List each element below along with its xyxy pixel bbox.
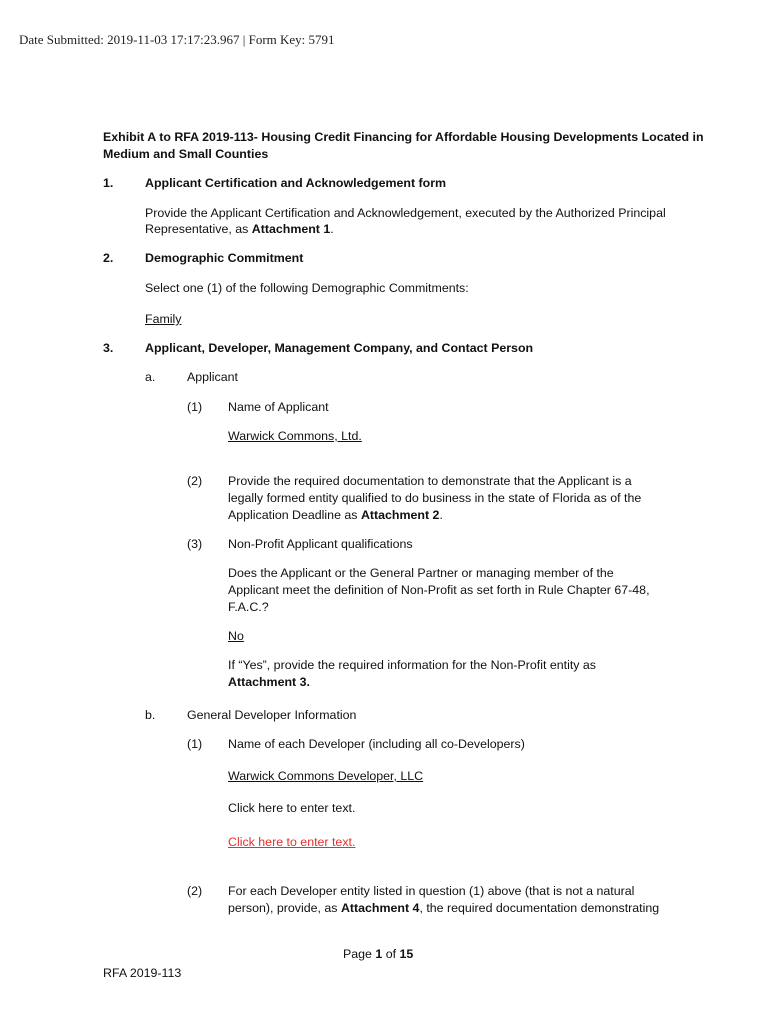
question-a2-line-2: legally formed entity qualified to do business in the state of Florida as of the: [228, 491, 642, 505]
submission-header: Date Submitted: 2019-11-03 17:17:23.967 | Form Key: 5791: [19, 32, 335, 47]
section-2-heading: Demographic Commitment: [145, 251, 304, 265]
section-1-text-post: .: [330, 222, 334, 236]
question-b1-number: (1): [187, 737, 203, 751]
attachment-2-ref: Attachment 2: [360, 508, 440, 522]
question-a1-number: (1): [187, 400, 203, 414]
demographic-prompt: Select one (1) of the following Demographic Commitments:: [145, 281, 469, 295]
applicant-name-field[interactable]: Warwick Commons, Ltd.: [228, 429, 362, 443]
page-current: 1: [375, 947, 383, 961]
question-a3-label: Non-Profit Applicant qualifications: [228, 537, 413, 551]
document-title-line-2: Medium and Small Counties: [103, 147, 269, 161]
section-3-number: 3.: [103, 341, 114, 355]
question-b2-post: , the required documentation demonstrating: [419, 901, 660, 915]
section-1-text-pre: Representative, as: [145, 222, 252, 236]
question-b1-label: Name of each Developer (including all co-Developers): [228, 737, 525, 751]
section-1-text-line-1: Provide the Applicant Certification and Acknowledgement, executed by the Authorized Principal: [145, 206, 666, 220]
question-a2-number: (2): [187, 474, 203, 488]
attachment-1-ref: Attachment 1: [251, 222, 331, 236]
question-a3-number: (3): [187, 537, 203, 551]
section-1-text-line-2: [145, 222, 334, 236]
section-1-number: 1.: [103, 176, 114, 190]
page-label: Page: [343, 947, 376, 961]
question-b2-number: (2): [187, 884, 203, 898]
question-a2-line-3: [228, 508, 443, 522]
developer-placeholder-field-2[interactable]: Click here to enter text.: [228, 835, 356, 849]
question-b2-line-2: [228, 901, 659, 915]
developer-name-field[interactable]: Warwick Commons Developer, LLC: [228, 769, 424, 783]
developer-placeholder-field-1[interactable]: Click here to enter text.: [228, 801, 356, 815]
page-total: 15: [399, 947, 414, 961]
question-b2-line-1: For each Developer entity listed in question (1) above (that is not a natural: [228, 884, 635, 898]
question-a2-post: .: [439, 508, 443, 522]
question-a2-pre: Application Deadline as: [228, 508, 361, 522]
question-a3-line-3: F.A.C.?: [228, 600, 269, 614]
attachment-4-ref: Attachment 4: [340, 901, 420, 915]
question-a1-label: Name of Applicant: [228, 400, 329, 414]
subsection-a-label: Applicant: [187, 370, 238, 384]
question-b2-pre: person), provide, as: [228, 901, 341, 915]
subsection-b-letter: b.: [145, 708, 156, 722]
attachment-3-ref: Attachment 3.: [228, 675, 310, 689]
question-a2-line-1: Provide the required documentation to demonstrate that the Applicant is a: [228, 474, 632, 488]
demographic-commitment-field[interactable]: Family: [145, 312, 182, 326]
footer-rfa-number: RFA 2019-113: [103, 966, 182, 980]
section-1-heading: Applicant Certification and Acknowledgement form: [145, 176, 447, 190]
page-of: of: [382, 947, 400, 961]
nonprofit-answer-field[interactable]: No: [228, 629, 244, 643]
question-a3-line-1: Does the Applicant or the General Partner or managing member of the: [228, 566, 614, 580]
page-indicator: [343, 947, 413, 961]
subsection-b-label: General Developer Information: [187, 708, 357, 722]
nonprofit-note-line-1: If “Yes”, provide the required information for the Non-Profit entity as: [228, 658, 596, 672]
section-2-number: 2.: [103, 251, 114, 265]
section-3-heading: Applicant, Developer, Management Company, and Contact Person: [145, 341, 534, 355]
subsection-a-letter: a.: [145, 370, 156, 384]
question-a3-line-2: Applicant meet the definition of Non-Profit as set forth in Rule Chapter 67-48,: [228, 583, 650, 597]
document-title-line-1: Exhibit A to RFA 2019-113- Housing Credit Financing for Affordable Housing Developments Located in: [103, 130, 704, 144]
